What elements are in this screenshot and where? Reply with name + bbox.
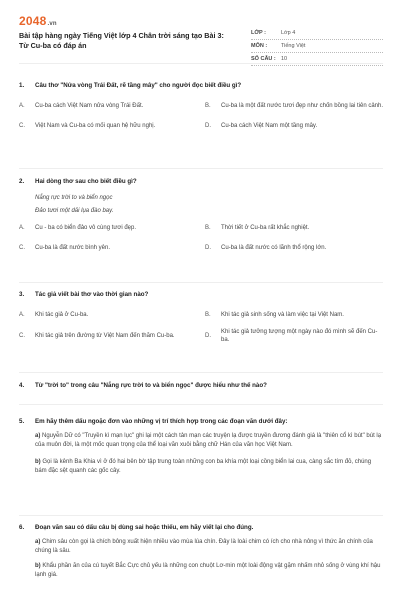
question-4 [19, 382, 383, 390]
paragraph-key: a) [35, 433, 41, 439]
question-5 [19, 418, 383, 476]
meta-row-grade [251, 27, 383, 40]
meta-row-count [251, 53, 383, 66]
answer-option-a[interactable] [19, 221, 197, 235]
question-3 [19, 291, 383, 344]
meta-label: SỐ CÂU : [251, 56, 276, 62]
meta-label: MÔN : [251, 43, 268, 49]
exercise-paragraph-a [35, 538, 383, 556]
answer-option-b[interactable] [205, 221, 383, 235]
answer-option-d[interactable] [205, 241, 383, 255]
option-key: C. [19, 245, 25, 251]
question-divider [19, 515, 383, 516]
question-text: Câu thơ "Nửa vòng Trái Đất, rẽ tầng mây" cho người đọc biết điều gì? [35, 82, 242, 89]
paragraph-text: Chim sâu còn gọi là chích bông xuất hiện nhiều vào mùa lúa chín. Đây là loài chim có ích cho nhà nông vì thức ăn chính của chúng là sâu. [35, 539, 373, 554]
option-key: C. [19, 333, 25, 339]
question-divider [19, 168, 383, 169]
option-text: Khi tác giả trên đường từ Việt Nam đến thăm Cu-ba. [35, 333, 175, 339]
option-text: Khi tác giả sinh sống và làm việc tại Việt Nam. [221, 312, 344, 318]
site-logo[interactable] [19, 14, 57, 28]
question-number: 1. [19, 82, 25, 89]
answer-options [19, 99, 383, 133]
meta-row-subject [251, 40, 383, 53]
option-key: A. [19, 312, 25, 318]
option-key: A. [19, 225, 25, 231]
meta-value: Tiếng Việt [281, 43, 306, 49]
answer-option-c[interactable] [19, 241, 197, 255]
question-number: 3. [19, 291, 25, 298]
document-header [19, 14, 383, 62]
option-text: Cu-ba là một đất nước tươi đẹp như chốn bồng lai tiên cảnh. [221, 103, 384, 109]
exercise-paragraph-b [35, 562, 383, 580]
option-key: B. [205, 312, 211, 318]
answer-option-b[interactable] [205, 99, 383, 113]
question-heading [19, 178, 383, 186]
paragraph-key: b) [35, 563, 41, 569]
answer-options [19, 221, 383, 255]
option-text: Thời tiết ở Cu-ba rất khắc nghiệt. [221, 225, 310, 231]
option-text: Khi tác giả tưởng tượng một ngày nào đó mình sẽ đến Cu-ba. [221, 329, 378, 343]
exercise-paragraph-b [35, 458, 383, 476]
question-1 [19, 82, 383, 133]
logo-suffix: .vn [47, 21, 57, 27]
poem-line: Nắng rực trời to và biển ngọc [35, 195, 113, 201]
meta-value: Lớp 4 [281, 30, 296, 36]
exercise-paragraph-a [35, 432, 383, 450]
option-text: Cu-ba cách Việt Nam nửa vòng Trái Đất. [35, 103, 144, 109]
option-key: D. [205, 333, 211, 339]
answer-option-b[interactable] [205, 308, 383, 322]
question-number: 5. [19, 418, 25, 425]
question-text: Từ "trời to" trong câu "Nắng rực trời to và biển ngọc" được hiểu như thế nào? [35, 382, 267, 389]
meta-value: 10 [281, 56, 288, 62]
question-text: Tác giả viết bài thơ vào thời gian nào? [35, 291, 149, 298]
option-text: Cu-ba là đất nước bình yên. [35, 245, 110, 251]
question-divider [19, 372, 383, 373]
option-text: Khi tác giả ở Cu-ba. [35, 312, 89, 318]
option-key: D. [205, 123, 211, 129]
question-heading [19, 382, 383, 390]
logo-text: 2048 [19, 14, 47, 28]
question-2 [19, 178, 383, 255]
paragraph-key: a) [35, 539, 41, 545]
option-key: B. [205, 225, 211, 231]
paragraph-text: Gọi là kênh Ba Khia vì ở đó hai bên bờ tập trung toàn những con ba khía một loại cồng biển lai cua, càng sắc tím đỏ, chúng bám đặc sệt quanh các gốc cây. [35, 459, 372, 474]
poem-line: Đảo tươi một dải lụa đào bay. [35, 208, 114, 214]
option-key: B. [205, 103, 211, 109]
answer-option-c[interactable] [19, 119, 197, 133]
header-divider [19, 63, 383, 64]
question-6 [19, 524, 383, 580]
answer-option-a[interactable] [19, 99, 197, 113]
paragraph-text: Khẩu phần ăn của cú tuyết Bắc Cực chủ yếu là những con chuột Lơ-min một loài động vật gặm nhấm nhỏ sống ở vùng khí hậu lạnh giá. [35, 563, 381, 578]
option-text: Việt Nam và Cu-ba có mối quan hệ hữu nghị. [35, 123, 156, 129]
answer-options [19, 308, 383, 344]
question-divider [19, 404, 383, 405]
question-text: Đoạn văn sau có dấu câu bị dùng sai hoặc thiếu, em hãy viết lại cho đúng. [35, 524, 254, 531]
option-text: Cu-ba cách Việt Nam một tầng mây. [221, 123, 318, 129]
answer-option-d[interactable] [205, 119, 383, 133]
option-key: D. [205, 245, 211, 251]
option-text: Cu - ba có biển đảo vô cùng tươi đẹp. [35, 225, 137, 231]
question-text: Hai dòng thơ sau cho biết điều gì? [35, 178, 137, 185]
question-divider [19, 282, 383, 283]
meta-label: LỚP : [251, 30, 266, 36]
answer-option-d[interactable] [205, 328, 383, 344]
paragraph-text: Nguyễn Dữ có "Truyền kì mạn lục" ghi lại một cách tản mạn các truyện lạ được truyền đương đánh giá là "thiên cổ kì bút" bút lạ của muôn đời, là một mốc quan trọng của thể loại văn xuôi bằng chữ Hán của văn học Việt Nam. [35, 433, 382, 448]
meta-table [251, 27, 383, 66]
answer-option-a[interactable] [19, 308, 197, 322]
question-number: 2. [19, 178, 25, 185]
answer-option-c[interactable] [19, 328, 197, 344]
option-key: A. [19, 103, 25, 109]
question-number: 6. [19, 524, 25, 531]
question-heading [19, 418, 383, 426]
question-text: Em hãy thêm dấu ngoặc đơn vào những vị trí thích hợp trong các đoạn văn dưới đây: [35, 418, 288, 425]
question-number: 4. [19, 382, 25, 389]
option-key: C. [19, 123, 25, 129]
question-heading [19, 82, 383, 90]
option-text: Cu-ba là đất nước có lãnh thổ rộng lớn. [221, 245, 327, 251]
question-heading [19, 524, 383, 532]
question-heading [19, 291, 383, 299]
paragraph-key: b) [35, 459, 41, 465]
document-title: Bài tập hàng ngày Tiếng Việt lớp 4 Chân trời sáng tạo Bài 3: Từ Cu-ba có đáp án [19, 31, 224, 50]
poem-excerpt [35, 194, 383, 215]
